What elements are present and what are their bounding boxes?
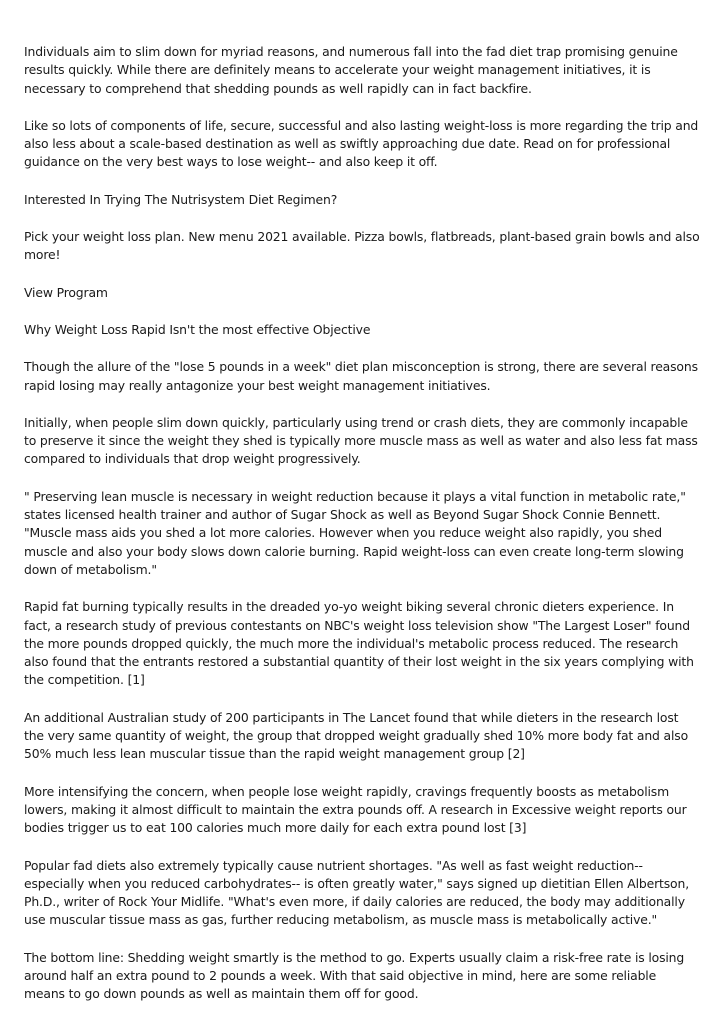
paragraph-australian-study: An additional Australian study of 200 participants in The Lancet found that while dieters in the research lost the very same quantity of weight, the group that dropped weight gradually shed 10% more body fat and also 50% much less lean muscular tissue than the rapid weight management group [2] — [24, 709, 689, 762]
paragraph-pick-plan: Pick your weight loss plan. New menu 2021 available. Pizza bowls, flatbreads, plant-based grain bowls and also more! — [24, 229, 700, 263]
paragraph-yo-yo: Rapid fat burning typically results in the dreaded yo-yo weight biking several chronic dieters experience. In fact, a research study of previous contestants on NBC's weight loss television show "The Largest Loser" found the more pounds dropped quickly, the much more the individual's metabolic process reduced. The research also found that the entrants restored a substantial quantity of their lost weight in the six years complying with the competition. [1] — [24, 599, 694, 688]
paragraph-quote-bennett: " Preserving lean muscle is necessary in weight reduction because it plays a vital function in metabolic rate," states licensed health trainer and author of Sugar Shock as well as Beyond Sugar Shock Connie Bennett. "Muscle mass aids you shed a lot more calories. However when you reduce weight also rapidly, you shed muscle and also your body slows down calorie burning. Rapid weight-loss can even create long-term slowing down of metabolism." — [24, 488, 686, 577]
paragraph-intro: Individuals aim to slim down for myriad reasons, and numerous fall into the fad diet trap promising genuine results quickly. While there are definitely means to accelerate your weight management initiatives, it is necessary to comprehend that shedding pounds as well rapidly can in fact backfire. — [24, 44, 678, 96]
paragraph-bottom-line: The bottom line: Shedding weight smartly is the method to go. Experts usually claim a risk-free rate is losing around half an extra pound to 2 pounds a week. With that said objective in mind, here are some reliable means to go down pounds as well as maintain them off for good. — [24, 949, 685, 1002]
paragraph-section-heading: Why Weight Loss Rapid Isn't the most effective Objective — [24, 321, 371, 337]
paragraph-view-program: View Program — [24, 284, 108, 300]
paragraph-initially: Initially, when people slim down quickly, particularly using trend or crash diets, they are commonly incapable to preserve it since the weight they shed is typically more muscle mass as well as water and also less fat mass compared to individuals that drop weight progressively. — [24, 414, 698, 467]
paragraph-nutrisystem-question: Interested In Trying The Nutrisystem Diet Regimen? — [24, 191, 338, 207]
paragraph-cravings: More intensifying the concern, when people lose weight rapidly, cravings frequently boosts as metabolism lowers, making it almost difficult to maintain the extra pounds off. A research in Excessive weight reports our bodies trigger us to eat 100 calories much more daily for each extra pound lost [3] — [24, 783, 687, 836]
paragraph-allure: Though the allure of the "lose 5 pounds in a week" diet plan misconception is strong, there are several reasons rapid losing may really antagonize your best weight management initiatives. — [24, 359, 698, 393]
paragraph-lasting-weight-loss: Like so lots of components of life, secure, successful and also lasting weight-loss is more regarding the trip and also less about a scale-based destination as well as swiftly approaching due date. Read on for professional guidance on the very best ways to lose weight-- and also keep it off. — [24, 117, 699, 170]
paragraph-fad-diets: Popular fad diets also extremely typically cause nutrient shortages. "As well as fast weight reduction-- especially when you reduced carbohydrates-- is often greatly water," says signed up dietitian Ellen Albertson, Ph.D., writer of Rock Your Midlife. "What's even more, if daily calories are reduced, the body may additionally use muscular tissue mass as gas, further reducing metabolism, as muscle mass is metabolically active." — [24, 857, 689, 928]
